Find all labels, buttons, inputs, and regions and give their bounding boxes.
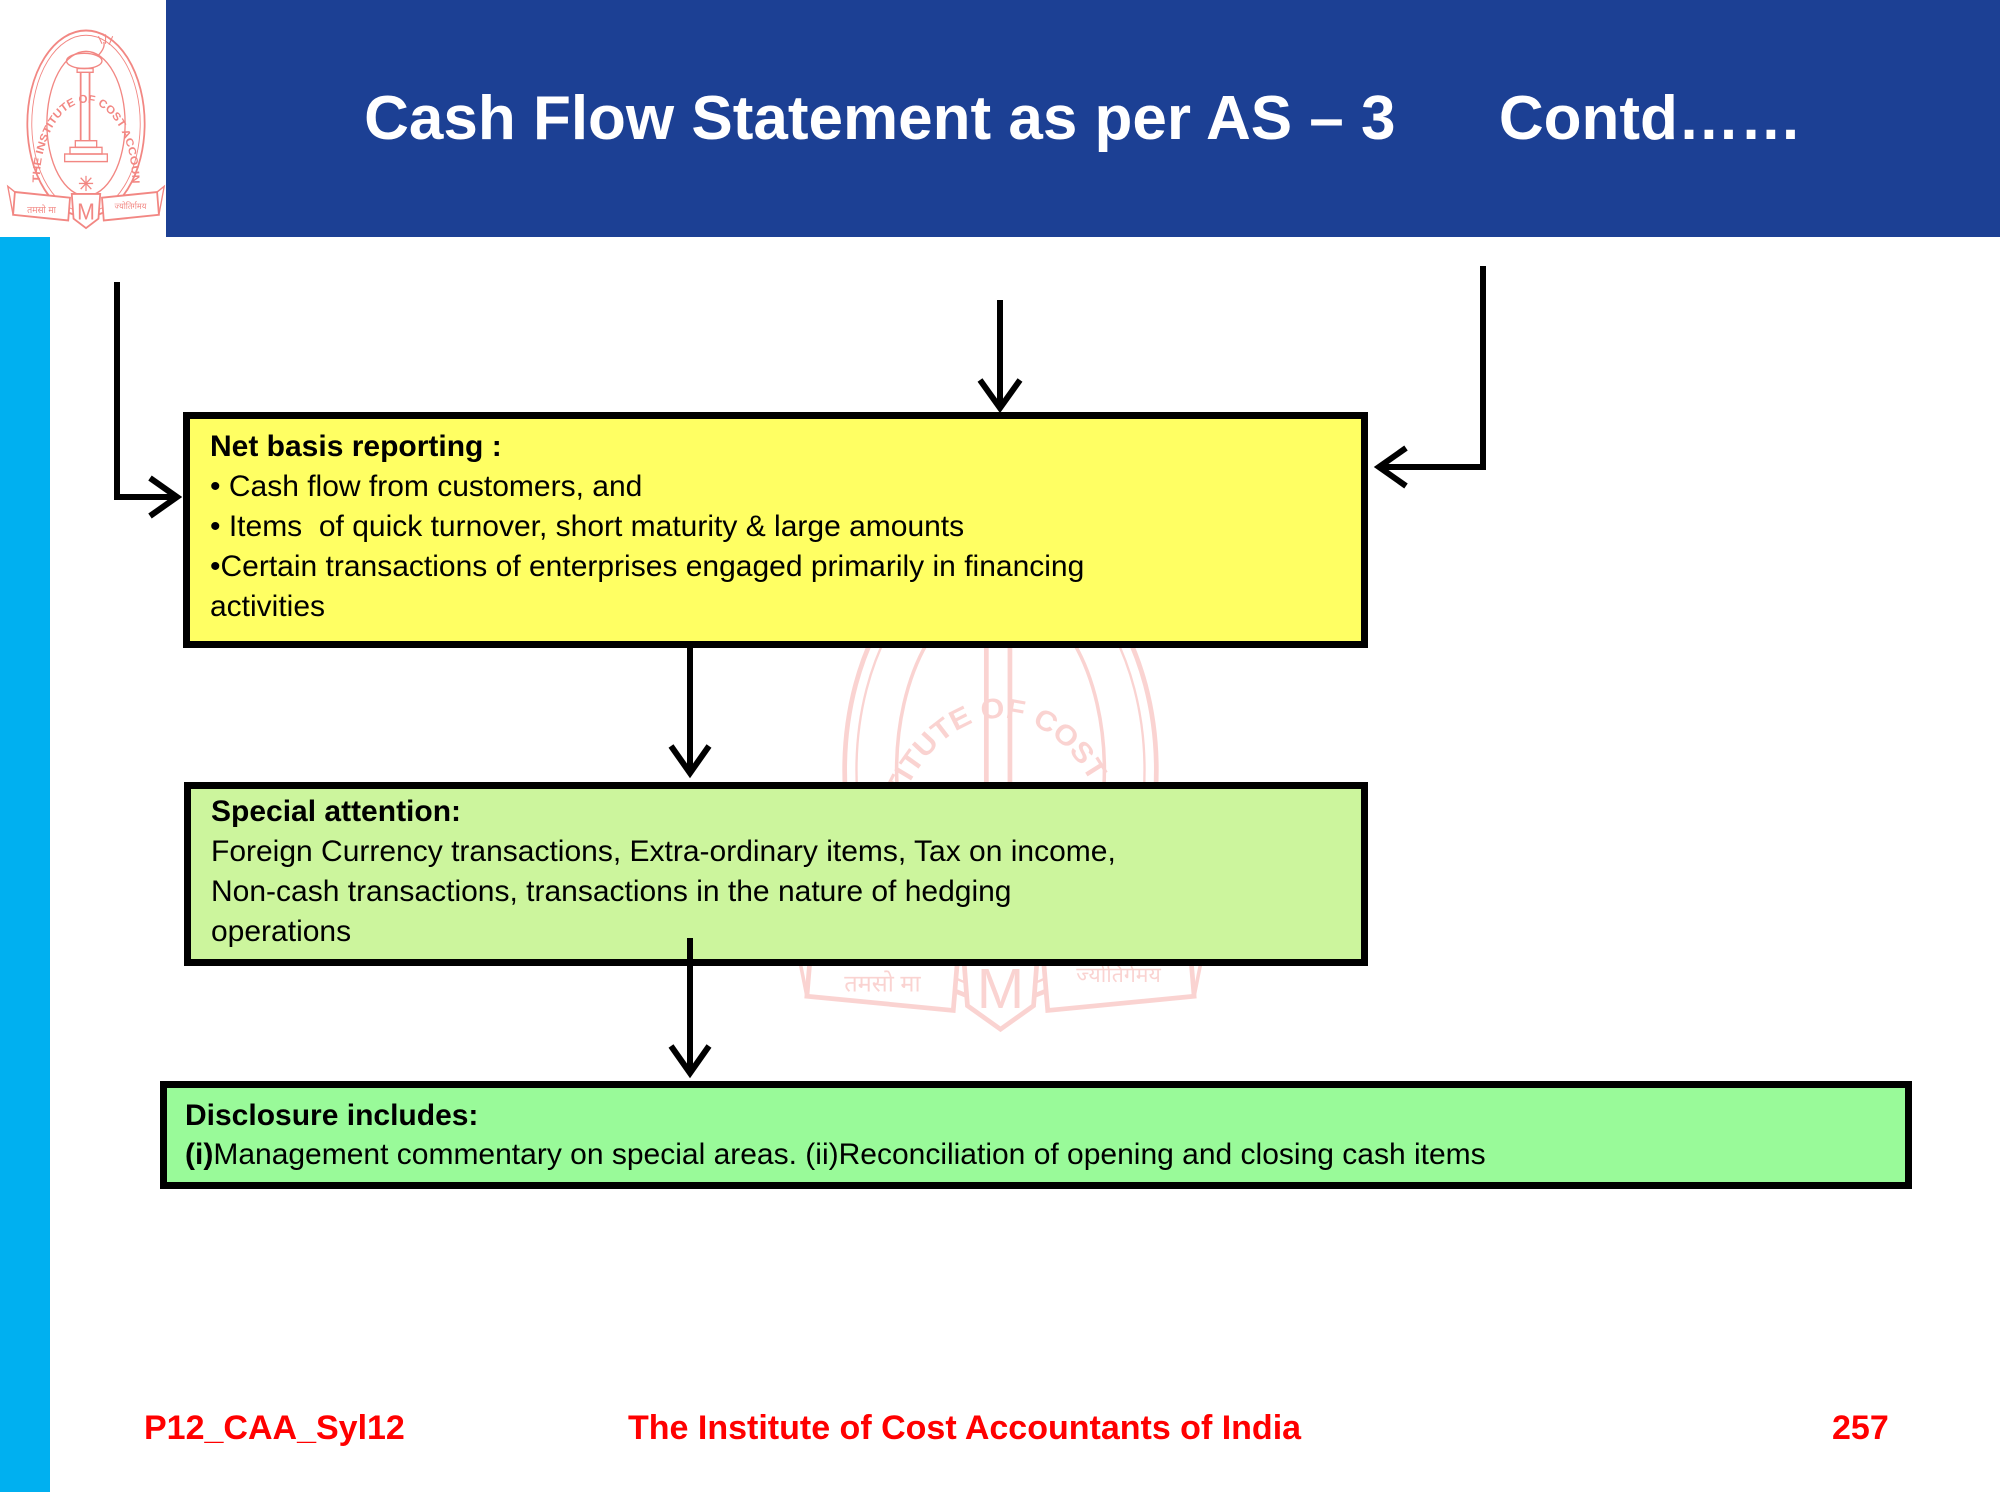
net-basis-bullet-1: • Cash flow from customers, and <box>210 470 643 503</box>
arrow-left-into-yellow <box>117 282 177 516</box>
institute-logo <box>6 2 166 230</box>
left-accent-stripe <box>0 237 50 1492</box>
header-bar <box>166 0 2000 237</box>
special-attention-line-3: operations <box>211 915 352 948</box>
arrow-right-into-yellow <box>1379 266 1483 486</box>
footer-page-number: 257 <box>1832 1409 1889 1447</box>
net-basis-bullet-2: • Items of quick turnover, short maturity & large amounts <box>210 510 965 543</box>
footer-institute-name: The Institute of Cost Accountants of India <box>628 1409 1302 1447</box>
special-attention-line-2: Non-cash transactions, transactions in the nature of hedging <box>211 875 1012 908</box>
disclosure-body <box>185 1135 1887 1174</box>
arrow-yellow-to-special <box>671 645 709 773</box>
arrow-top-into-yellow <box>980 300 1020 408</box>
disclosure-title: Disclosure includes: <box>185 1099 479 1132</box>
disclosure-item-text: Management commentary on special areas. (ii)Reconciliation of opening and closing cash items <box>213 1138 1486 1171</box>
disclosure-box <box>160 1081 1912 1189</box>
special-attention-line-1: Foreign Currency transactions, Extra-ordinary items, Tax on income, <box>211 835 1116 868</box>
special-attention-title: Special attention: <box>211 795 462 828</box>
net-basis-reporting-box <box>183 412 1368 648</box>
net-basis-bullet-3-wrap: activities <box>210 590 326 623</box>
special-attention-box <box>184 782 1368 966</box>
footer-course-code: P12_CAA_Syl12 <box>144 1409 405 1447</box>
net-basis-bullet-3: •Certain transactions of enterprises engaged primarily in financing <box>210 550 1085 583</box>
disclosure-item-prefix: (i) <box>185 1138 214 1171</box>
page-title: Cash Flow Statement as per AS – 3 Contd…… <box>364 84 1802 153</box>
net-basis-title: Net basis reporting : <box>210 430 502 463</box>
